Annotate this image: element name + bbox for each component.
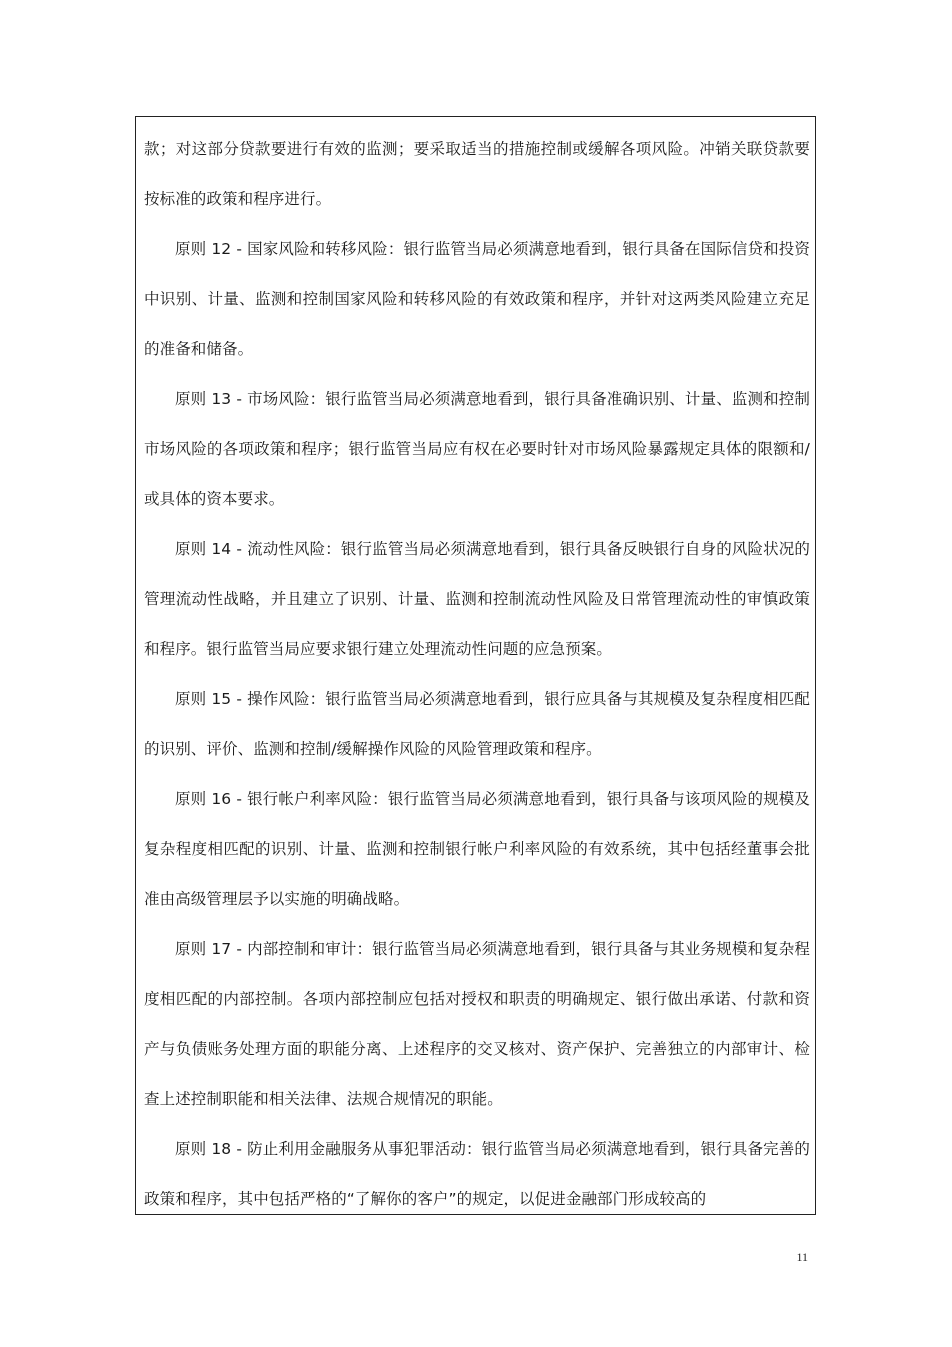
paragraph-continuation: 款；对这部分贷款要进行有效的监测；要采取适当的措施控制或缓解各项风险。冲销关联贷款要按标准的政策和程序进行。 bbox=[144, 140, 810, 208]
paragraph-principle-14: 原则 14 - 流动性风险：银行监管当局必须满意地看到，银行具备反映银行自身的风险状况的管理流动性战略，并且建立了识别、计量、监测和控制流动性风险及日常管理流动性的审慎政策和程序。银行监管当局应要求银行建立处理流动性问题的应急预案。 bbox=[144, 540, 810, 658]
paragraph-principle-18: 原则 18 - 防止利用金融服务从事犯罪活动：银行监管当局必须满意地看到，银行具备完善的政策和程序，其中包括严格的“了解你的客户”的规定，以促进金融部门形成较高的 bbox=[144, 1140, 810, 1208]
page-number: 11 bbox=[796, 1250, 808, 1264]
paragraph-principle-17: 原则 17 - 内部控制和审计：银行监管当局必须满意地看到，银行具备与其业务规模和复杂程度相匹配的内部控制。各项内部控制应包括对授权和职责的明确规定、银行做出承诺、付款和资产与负债账务处理方面的职能分离、上述程序的交叉核对、资产保护、完善独立的内部审计、检查上述控制职能和相关法律、法规合规情况的职能。 bbox=[144, 940, 810, 1108]
bordered-text-box bbox=[135, 116, 816, 1215]
paragraph-principle-16: 原则 16 - 银行帐户利率风险：银行监管当局必须满意地看到，银行具备与该项风险的规模及复杂程度相匹配的识别、计量、监测和控制银行帐户利率风险的有效系统，其中包括经董事会批准由高级管理层予以实施的明确战略。 bbox=[144, 790, 810, 908]
document-body bbox=[144, 124, 810, 1215]
paragraph-principle-15: 原则 15 - 操作风险：银行监管当局必须满意地看到，银行应具备与其规模及复杂程度相匹配的识别、评价、监测和控制/缓解操作风险的风险管理政策和程序。 bbox=[144, 690, 810, 758]
paragraph-principle-12: 原则 12 - 国家风险和转移风险：银行监管当局必须满意地看到，银行具备在国际信贷和投资中识别、计量、监测和控制国家风险和转移风险的有效政策和程序，并针对这两类风险建立充足的准备和储备。 bbox=[144, 240, 810, 358]
paragraph-principle-13: 原则 13 - 市场风险：银行监管当局必须满意地看到，银行具备准确识别、计量、监测和控制市场风险的各项政策和程序；银行监管当局应有权在必要时针对市场风险暴露规定具体的限额和/或具体的资本要求。 bbox=[144, 390, 810, 508]
